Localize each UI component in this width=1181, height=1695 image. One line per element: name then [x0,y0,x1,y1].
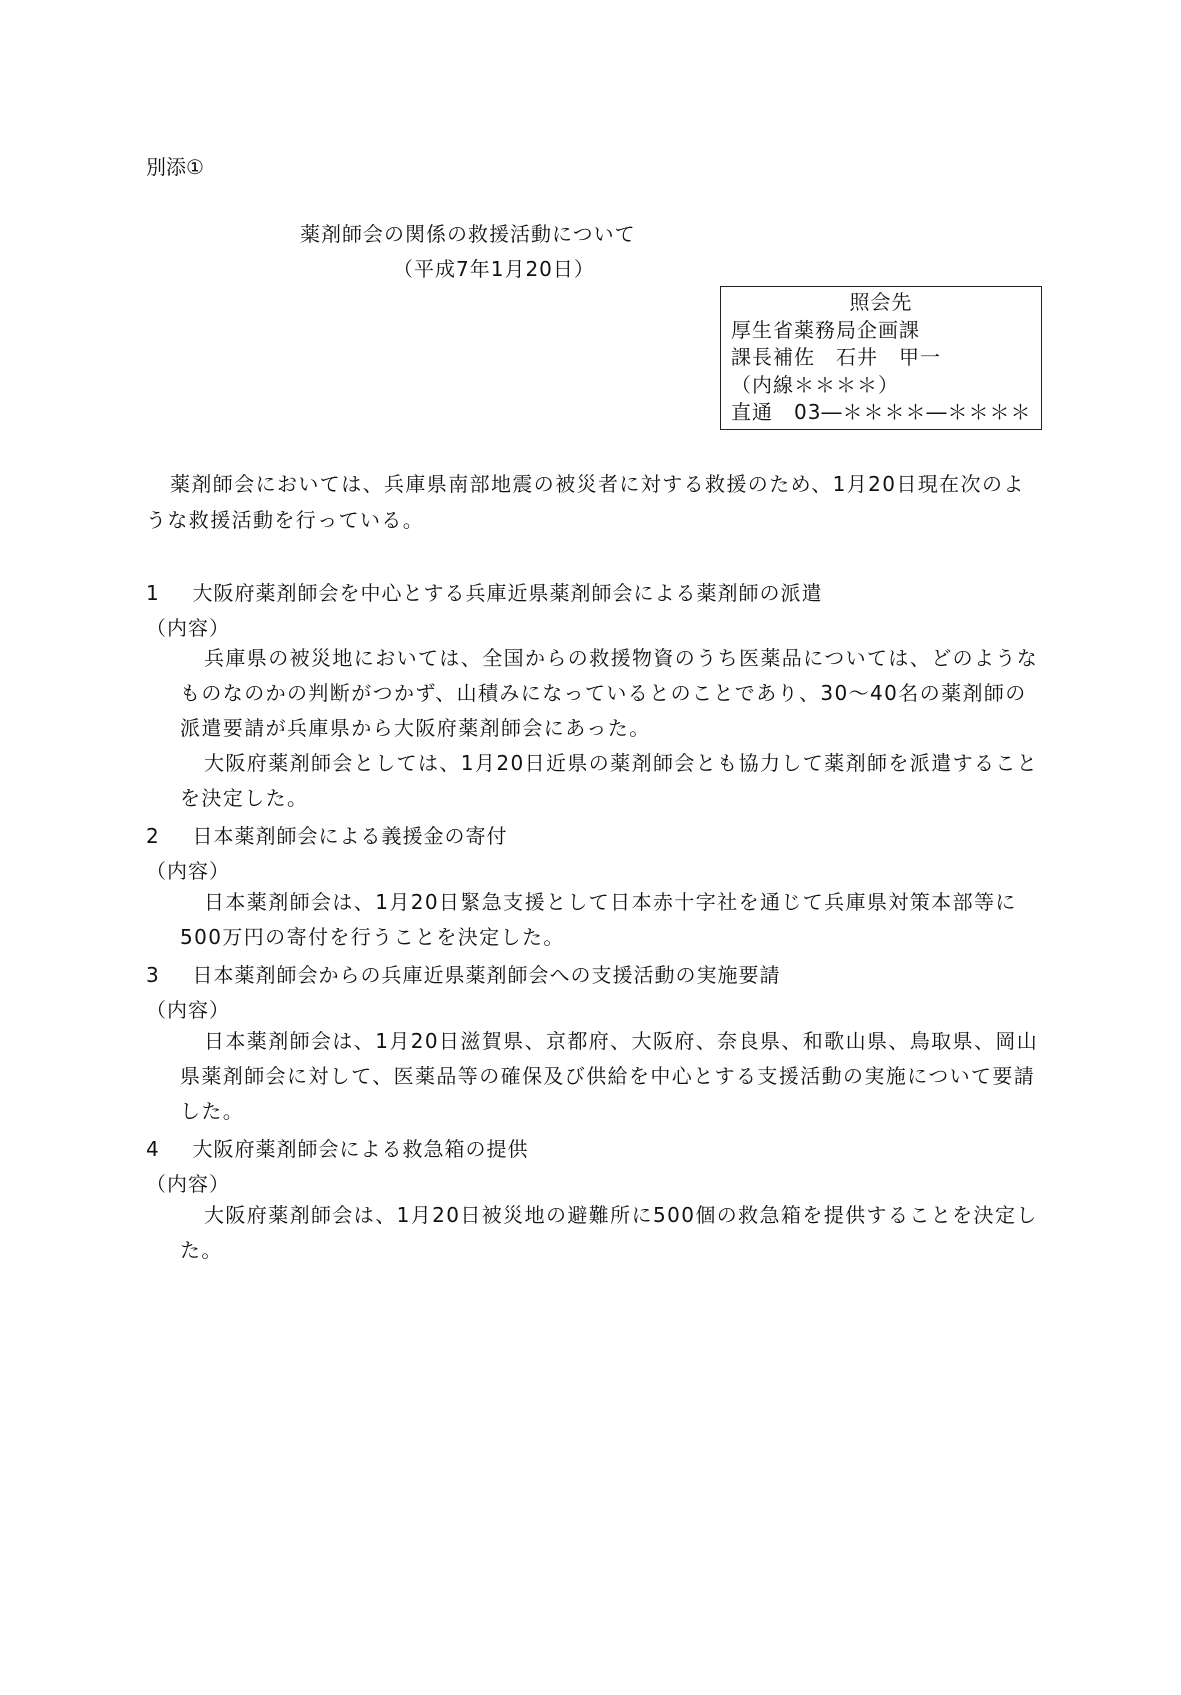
section-2-heading [146,820,507,849]
section-4-paragraph-1: 大阪府薬剤師会は、1月20日被災地の避難所に500個の救急箱を提供することを決定した。 [180,1203,1038,1262]
document-title: 薬剤師会の関係の救援活動について [300,222,636,246]
section-1-paragraph-1: 兵庫県の被災地においては、全国からの救援物資のうち医薬品については、どのようなものなのかの判断がつかず、山積みになっているとのことであり、30～40名の薬剤師の派遣要請が兵庫県から大阪府薬剤師会にあった。 [180,646,1039,740]
section-number: 4 [146,1137,160,1161]
section-3-content-label: （内容） [146,998,230,1022]
section-1-paragraph-2: 大阪府薬剤師会としては、1月20日近県の薬剤師会とも協力して薬剤師を派遣することを決定した。 [180,751,1039,810]
section-2-paragraph-1: 日本薬剤師会は、1月20日緊急支援として日本赤十字社を通じて兵庫県対策本部等に500万円の寄付を行うことを決定した。 [180,890,1017,949]
attachment-label: 別添① [146,155,204,179]
section-1-content-label: （内容） [146,616,230,640]
section-title: 大阪府薬剤師会による救急箱の提供 [192,1137,529,1161]
section-2-content-label: （内容） [146,859,230,883]
contact-person: 課長補佐 石井 甲一 [731,345,941,369]
section-3-paragraph-1: 日本薬剤師会は、1月20日滋賀県、京都府、大阪府、奈良県、和歌山県、鳥取県、岡山県薬剤師会に対して、医薬品等の確保及び供給を中心とする支援活動の実施について要請した。 [180,1029,1039,1123]
section-4-content-label: （内容） [146,1172,230,1196]
section-number: 1 [146,581,160,605]
contact-extension: （内線＊＊＊＊） [731,372,899,397]
section-title: 日本薬剤師会による義援金の寄付 [192,824,508,848]
section-number: 3 [146,963,160,987]
contact-box [720,286,1042,430]
section-1-heading [146,577,822,606]
section-title: 大阪府薬剤師会を中心とする兵庫近県薬剤師会による薬剤師の派遣 [192,581,823,605]
contact-heading: 照会先 [849,290,913,314]
section-4-heading [146,1133,528,1162]
section-3-heading [146,959,780,988]
contact-department: 厚生省薬務局企画課 [731,317,920,342]
contact-direct: 直通 03―＊＊＊＊―＊＊＊＊ [731,400,1032,424]
section-number: 2 [146,824,160,848]
intro-paragraph: 薬剤師会においては、兵庫県南部地震の被災者に対する救援のため、1月20日現在次のような救援活動を行っている。 [146,472,1025,532]
document-date: （平成7年1月20日） [393,257,595,281]
section-title: 日本薬剤師会からの兵庫近県薬剤師会への支援活動の実施要請 [192,963,781,987]
